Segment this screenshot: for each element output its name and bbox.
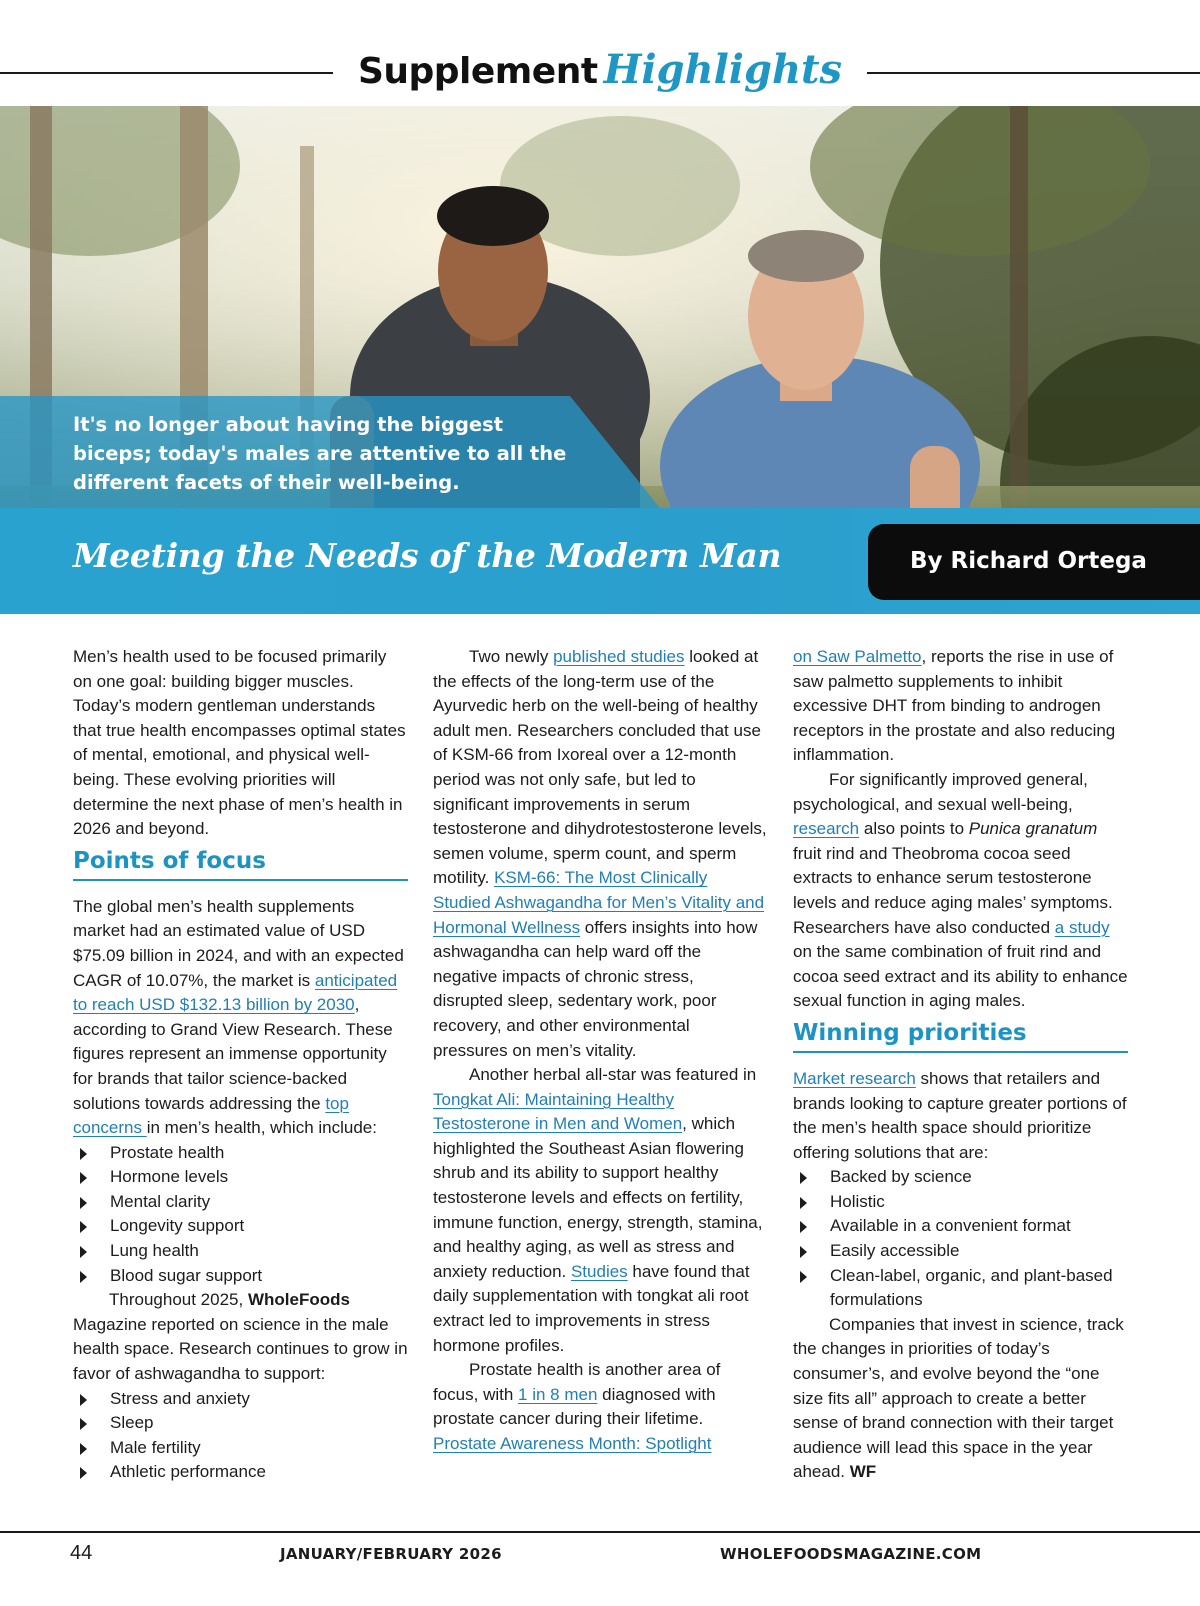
list-item: Longevity support xyxy=(73,1214,408,1239)
footer-rule xyxy=(0,1531,1200,1533)
link-published-studies[interactable]: published studies xyxy=(553,647,685,666)
list-item: Athletic performance xyxy=(73,1460,408,1485)
column-3 xyxy=(793,645,1128,1485)
header-rule-right xyxy=(867,72,1200,74)
saw-palmetto-paragraph: on Saw Palmetto, reports the rise in use of saw palmetto supplements to inhibit excessive DHT from binding to androgen receptors in the prostate and also reducing inflammation. xyxy=(793,647,1116,765)
list-item: Sleep xyxy=(73,1411,408,1436)
list-item: Stress and anxiety xyxy=(73,1387,408,1412)
market-paragraph: The global men’s health supplements market had an estimated value of USD $75.09 billion in 2024, and with an expected CAGR of 10.07%, the market is anticipated to reach USD $132.13 billion by 2030, according to Grand View Research. These figures represent an immense opportunity for brands that tailor science-backed solutions towards addressing the top concerns in men’s health, which include: xyxy=(73,896,404,1138)
list-item: Blood sugar support xyxy=(73,1264,408,1289)
section-header-word2: Highlights xyxy=(603,46,843,93)
subheading-points-of-focus: Points of focus xyxy=(73,846,408,881)
page-number: 44 xyxy=(70,1542,93,1564)
list-item: Holistic xyxy=(793,1190,1128,1215)
priorities-list xyxy=(793,1165,1128,1313)
list-item: Mental clarity xyxy=(73,1190,408,1215)
link-saw-palmetto[interactable]: on Saw Palmetto xyxy=(793,647,922,666)
market-research-paragraph: Market research shows that retailers and brands looking to capture greater portions of the men’s health space should prioritize offering solutions that are: xyxy=(793,1068,1127,1162)
list-item: Clean-label, organic, and plant-based formulations xyxy=(793,1264,1128,1313)
magazine-name: WholeFoods xyxy=(247,1290,350,1310)
list-item: Easily accessible xyxy=(793,1239,1128,1264)
studies-paragraph: Two newly published studies looked at the effects of the long-term use of the Ayurvedic herb on the well-being of healthy adult men. Researchers concluded that use of KSM-66 from Ixoreal over a 12-month period was not only safe, but led to significant improvements in serum testosterone and dihydrotestosterone levels, semen volume, sperm count, and sperm motility. KSM-66: The Most Clinically Studied Ashwagandha for Men’s Vitality and Hormonal Wellness offers insights into how ashwagandha can help ward off the negative impacts of chronic stress, disrupted sleep, sedentary work, poor recovery, and other environmental pressures on men’s vitality. xyxy=(433,647,767,1060)
link-studies[interactable]: Studies xyxy=(570,1261,628,1281)
list-item: Prostate health xyxy=(73,1141,408,1166)
link-ksm66-article[interactable]: KSM-66: The Most Clinically Studied Ashwagandha for Men’s Vitality and Hormonal Wellness xyxy=(433,868,765,937)
section-header-word1: Supplement xyxy=(357,51,598,92)
link-top-concerns[interactable]: top concerns xyxy=(73,1093,349,1138)
section-header xyxy=(340,46,860,93)
link-tongkat-article[interactable]: Tongkat Ali: Maintaining Healthy Testosterone in Men and Women xyxy=(433,1089,683,1134)
concerns-list xyxy=(73,1141,408,1289)
link-a-study[interactable]: a study xyxy=(1054,917,1110,937)
magazine-website: WHOLEFOODSMAGAZINE.COM xyxy=(720,1545,982,1563)
link-market-forecast[interactable]: anticipated to reach USD $132.13 billion by 2030 xyxy=(73,970,398,1015)
link-1-in-8-men[interactable]: 1 in 8 men xyxy=(518,1384,598,1404)
column-1 xyxy=(73,645,408,1485)
column-2 xyxy=(433,645,768,1457)
punica-paragraph: For significantly improved general, psychological, and sexual well-being, research also points to Punica granatum fruit rind and Theobroma cocoa seed extracts to enhance serum testosterone levels and reduce aging males’ symptoms. Researchers have also conducted a study on the same combination of fruit rind and cocoa seed extract and its ability to enhance sexual function in aging males. xyxy=(793,769,1128,1011)
pull-quote: It's no longer about having the biggest biceps; today's males are attentive to all the different facets of their well-being. xyxy=(73,413,567,494)
species-name: Punica granatum xyxy=(968,819,1098,839)
signature-mark: WF xyxy=(849,1462,877,1482)
list-item: Hormone levels xyxy=(73,1165,408,1190)
ashwagandha-paragraph: Throughout 2025, WholeFoods Magazine reported on science in the male health space. Research continues to grow in favor of ashwagandha to support: xyxy=(73,1290,408,1384)
list-item: Backed by science xyxy=(793,1165,1128,1190)
prostate-paragraph: Prostate health is another area of focus, with 1 in 8 men diagnosed with prostate cancer during their lifetime. Prostate Awareness Month: Spotlight xyxy=(433,1360,721,1453)
article-title: Meeting the Needs of the Modern Man xyxy=(73,536,782,575)
header-rule-left xyxy=(0,72,333,74)
link-market-research[interactable]: Market research xyxy=(793,1068,916,1088)
subheading-winning-priorities: Winning priorities xyxy=(793,1018,1128,1053)
byline: By Richard Ortega xyxy=(910,548,1147,574)
closing-paragraph: Companies that invest in science, track the changes in priorities of today’s consumer’s, and evolve beyond the “one size fits all” approach to create a better sense of brand connection with their target audience will lead this space in the year ahead. WF xyxy=(793,1314,1124,1482)
list-item: Male fertility xyxy=(73,1436,408,1461)
link-research[interactable]: research xyxy=(793,819,860,839)
ashwagandha-benefits-list xyxy=(73,1387,408,1485)
link-prostate-awareness[interactable]: Prostate Awareness Month: Spotlight xyxy=(433,1434,712,1453)
list-item: Lung health xyxy=(73,1239,408,1264)
tongkat-paragraph: Another herbal all-star was featured in Tongkat Ali: Maintaining Healthy Testosterone in Men and Women, which highlighted the Southeast Asian flowering shrub and its ability to support healthy testosterone levels and effects on fertility, immune function, energy, strength, stamina, and healthy aging, as well as stress and anxiety reduction. Studies have found that daily supplementation with tongkat ali root extract led to improvements in stress hormone profiles. xyxy=(433,1065,763,1355)
issue-date: JANUARY/FEBRUARY 2026 xyxy=(280,1545,502,1563)
intro-paragraph: Men’s health used to be focused primarily on one goal: building bigger muscles. Today’s modern gentleman understands that true health encompasses optimal states of mental, emotional, and physical well-being. These evolving priorities will determine the next phase of men’s health in 2026 and beyond. xyxy=(73,647,406,839)
list-item: Available in a convenient format xyxy=(793,1214,1128,1239)
